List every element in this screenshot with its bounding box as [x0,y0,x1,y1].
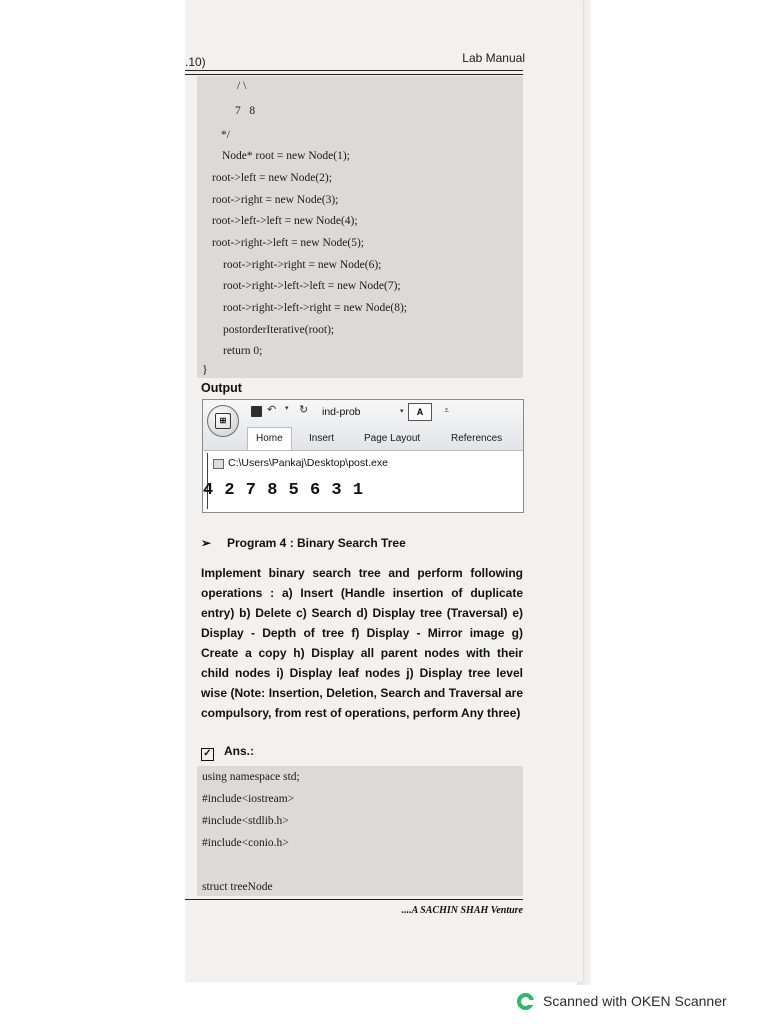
code-line: root->right->left->left = new Node(7); [223,280,401,292]
output-screenshot-window [202,399,524,513]
redo-icon[interactable]: ↻ [299,404,309,416]
code-line: Node* root = new Node(1); [222,150,350,162]
console-title-path: C:\Users\Pankaj\Desktop\post.exe [228,457,388,469]
page-reference: .10) [185,55,206,69]
code-line: root->right->left = new Node(5); [212,237,364,249]
checkbox-icon: ✓ [201,748,214,761]
footer-publisher: ....A SACHIN SHAH Venture [401,905,523,916]
code-line: return 0; [223,345,263,357]
page-header-title: Lab Manual [462,51,525,65]
chevron-down-icon[interactable]: ▾ [285,405,289,412]
font-size-button[interactable]: A [408,403,432,421]
chevron-down-icon[interactable]: ▾ [400,408,404,415]
customize-quick-access-icon[interactable]: ⩡ [444,405,450,415]
code-line: root->left = new Node(2); [212,172,332,184]
code-line: 7 8 [235,105,256,117]
program-title: Program 4 : Binary Search Tree [227,536,406,550]
answer-label: Ans.: [224,744,254,758]
code-line: #include<stdlib.h> [202,815,289,827]
scanner-watermark-text: Scanned with OKEN Scanner [543,993,727,1009]
document-title: ind-prob [322,406,361,418]
program-heading [201,536,406,550]
tab-home[interactable]: Home [247,427,292,450]
tab-references[interactable]: References [451,433,503,444]
save-icon[interactable] [251,406,262,417]
console-output-area [203,451,523,512]
office-logo-icon: ⊞ [215,413,231,429]
code-block-bst [197,766,523,896]
answer-label-row [201,744,254,761]
code-closing-brace: } [202,362,208,376]
code-line: using namespace std; [202,771,300,783]
code-line: root->left->left = new Node(4); [212,215,358,227]
tab-insert[interactable]: Insert [309,433,335,444]
oken-scanner-logo-icon [517,993,534,1010]
console-app-icon [213,459,224,469]
scanner-watermark [517,990,727,1012]
code-line: postorderIterative(root); [223,324,335,336]
office-button[interactable] [207,405,239,437]
code-line: / \ [237,80,247,92]
footer-divider [185,899,523,900]
arrow-bullet-icon: ➢ [201,536,212,550]
code-line: root->right->right = new Node(6); [223,259,382,271]
code-line: root->right = new Node(3); [212,194,339,206]
code-line: struct treeNode [202,881,273,893]
output-heading: Output [201,381,242,395]
ribbon-toolbar [203,400,523,451]
code-line: #include<iostream> [202,793,295,805]
tab-page-layout[interactable]: Page Layout [364,433,421,444]
document-page [185,0,583,982]
header-divider [185,70,523,75]
program-output-text: 4 2 7 8 5 6 3 1 [203,481,364,500]
task-description: Implement binary search tree and perform following operations : a) Insert (Handle insertion of duplicate entry) b) Delete c) Search d) Display tree (Traversal) e) Display - Depth of tree f) Display - Mirror image g) Create a copy h) Display all parent nodes with their child nodes i) Display leaf nodes j) Display tree level wise (Note: Insertion, Deletion, Search and Traversal are compulsory, from rest of operations, perform Any three) [201,566,523,720]
code-line: #include<conio.h> [202,837,289,849]
code-block-postorder [197,76,523,378]
code-line: root->right->left->right = new Node(8); [223,302,408,314]
undo-icon[interactable]: ↶ [267,404,277,416]
code-line: */ [221,129,230,141]
